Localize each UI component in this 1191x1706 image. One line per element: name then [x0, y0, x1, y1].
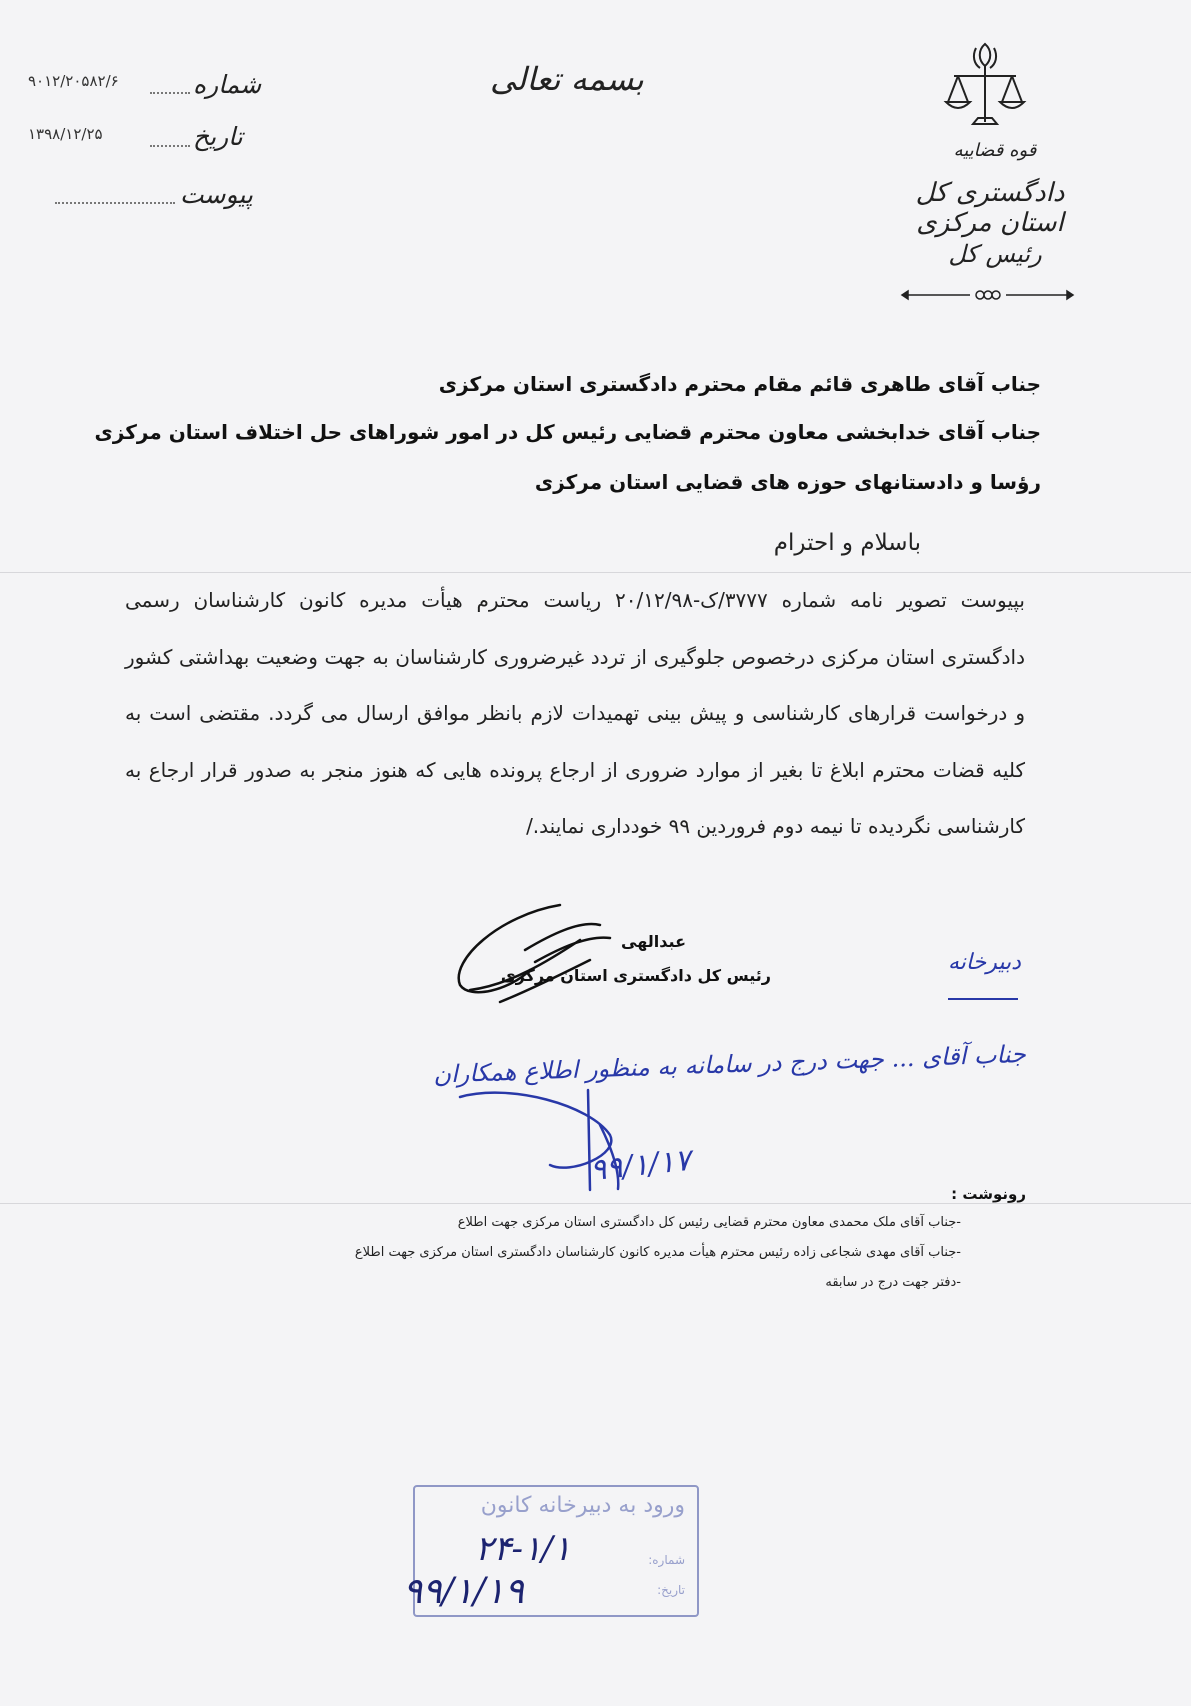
- stamp-number-label: شماره:: [648, 1553, 685, 1567]
- signer-title: رئیس کل دادگستری استان مرکزی: [500, 966, 771, 985]
- receipt-stamp: [403, 1485, 699, 1617]
- letter-date-label: تاریخ: [193, 122, 243, 151]
- fold-line: [0, 1203, 1191, 1204]
- greeting: باسلام و احترام: [773, 530, 921, 556]
- recipient-line-1: جناب آقای طاهری قائم مقام محترم دادگستری استان مرکزی: [438, 372, 1041, 396]
- org-line-judiciary: قوه قضاییه: [953, 140, 1037, 161]
- handwritten-note-secretariat: دبیرخانه: [948, 950, 1021, 975]
- cc-label: رونوشت :: [951, 1185, 1026, 1203]
- cc-item: -جناب آقای مهدی شجاعی زاده رئیس محترم هیأت مدیره کانون کارشناسان دادگستری استان مرکزی جهت اطلاع: [354, 1245, 961, 1260]
- handwritten-note-main: جناب آقای ... جهت درج در سامانه به منظور اطلاع همکاران: [433, 1040, 1027, 1089]
- handwritten-signature: [440, 890, 620, 1020]
- stamp-title: ورود به دبیرخانه کانون: [480, 1493, 685, 1518]
- dotted-line: [150, 92, 190, 94]
- letter-date-value: ۱۳۹۸/۱۲/۲۵: [28, 125, 103, 143]
- judiciary-emblem-icon: [940, 40, 1030, 135]
- cc-item: -دفتر جهت درج در سابقه: [825, 1275, 961, 1290]
- org-line-chief: رئیس کل: [948, 240, 1042, 268]
- stamp-date-value: ۹۹/۱/۱۹: [403, 1571, 524, 1612]
- stamp-date-label: تاریخ:: [657, 1583, 685, 1597]
- recipient-line-2: جناب آقای خدابخشی معاون محترم قضایی رئیس کل در امور شوراهای حل اختلاف استان مرکزی: [94, 420, 1041, 444]
- ornament-divider-icon: [900, 288, 1075, 302]
- bismillah-heading: بسمه تعالی: [490, 60, 644, 98]
- letter-body: بپیوست تصویر نامه شماره ۳۷۷۷/ک-۲۰/۱۲/۹۸ ریاست محترم هیأت مدیره کانون کارشناسان رسمی دادگستری استان مرکزی درخصوص جلوگیری از تردد غیرضروری کارشناسان به جهت وضعیت بهداشتی کشور و درخواست قرارهای کارشناسی و پیش بینی تهمیدات لازم بانظر موافق ارسال می گردد. مقتضی است به کلیه قضات محترم ابلاغ تا بغیر از موارد ضروری از ارجاع پرونده هایی که هنوز منجر به صدور قرار ارجاع به کارشناسی نگردیده تا نیمه دوم فروردین ۹۹ خودداری نمایند./: [125, 588, 1025, 838]
- handwritten-underline: [948, 998, 1018, 1000]
- stamp-number-value: ۲۴-۱/۱: [475, 1529, 571, 1569]
- dotted-line: [55, 202, 175, 204]
- handwritten-note-date: ۹۹/۱/۱۷: [588, 1142, 693, 1189]
- signer-name: عبدالهی: [621, 932, 686, 951]
- dotted-line: [150, 145, 190, 147]
- recipient-line-3: رؤسا و دادستانهای حوزه های قضایی استان مرکزی: [534, 470, 1041, 494]
- cc-item: -جناب آقای ملک محمدی معاون محترم قضایی رئیس کل دادگستری استان مرکزی جهت اطلاع: [457, 1215, 961, 1230]
- letter-number-label: شماره: [193, 70, 262, 99]
- letter-number-value: ۹۰۱۲/۲۰۵۸۲/۶: [28, 72, 119, 90]
- org-line-province-court: دادگستری کل استان مرکزی: [915, 178, 1065, 238]
- attachment-label: پیوست: [180, 180, 253, 209]
